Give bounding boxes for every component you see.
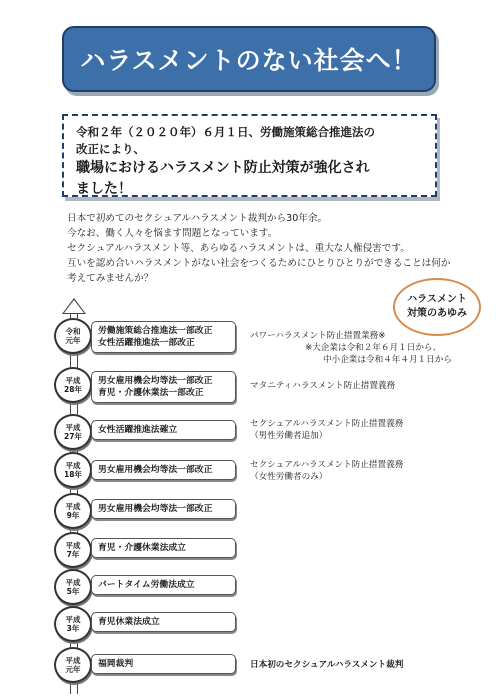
era-badge-heisei-18 [54, 452, 92, 488]
era-year: 3年 [66, 624, 80, 633]
notice-line-2: 改正により、 [76, 142, 145, 156]
law-label: 労働施策総合推進法一部改正 [98, 326, 213, 336]
law-label: 福岡裁判 [98, 659, 134, 669]
law-box [91, 460, 236, 480]
era-name: 平成 [65, 502, 81, 511]
history-badge-line-2: 対策のあゆみ [407, 308, 467, 319]
law-label: 男女雇用機会均等法一部改正 [98, 465, 213, 475]
notice-box [62, 114, 437, 197]
era-badge-heisei-5 [54, 569, 92, 605]
law-label: 男女雇用機会均等法一部改正 [98, 504, 213, 514]
law-box [91, 321, 236, 353]
era-badge-heisei-9 [54, 493, 92, 529]
description-line: マタニティハラスメント防止措置義務 [250, 381, 396, 391]
era-year: 7年 [66, 550, 80, 559]
era-year: 元年 [65, 665, 81, 674]
era-badge-heisei-3 [54, 606, 92, 642]
era-year: 28年 [64, 385, 82, 394]
intro-line: セクシュアルハラスメント等、あらゆるハラスメントは、重大な人権侵害です。 [67, 243, 410, 254]
history-badge [393, 278, 481, 336]
era-name: 平成 [65, 423, 81, 432]
intro-line: 考えてみませんか？ [67, 273, 154, 284]
law-label: 女性活躍推進法一部改正 [98, 338, 195, 348]
description-line: セクシュアルハラスメント防止措置義務 [250, 460, 404, 470]
era-year: 5年 [66, 587, 80, 596]
law-description [250, 380, 395, 392]
description-line: 中小企業は令和４年４月１日から [323, 355, 452, 365]
era-badge-heisei-27 [54, 414, 92, 450]
law-label: 育児・介護休業法成立 [98, 543, 186, 553]
description-line: パワーハラスメント防止措置業務※ [250, 331, 386, 341]
era-badge-heisei-28 [54, 367, 92, 403]
intro-text [67, 211, 467, 286]
law-label: 育児・介護休業法一部改正 [98, 388, 204, 398]
description-line: 日本初のセクシュアルハラスメント裁判 [250, 660, 404, 670]
timeline-arrow-up-icon [62, 298, 86, 314]
era-name: 平成 [65, 376, 81, 385]
era-badge-heisei-1 [54, 647, 92, 683]
era-year: 元年 [65, 336, 81, 345]
era-badge-heisei-7 [54, 532, 92, 568]
law-label: パートタイム労働法成立 [98, 580, 195, 590]
era-name: 令和 [65, 327, 81, 336]
notice-line-4: ました！ [76, 181, 132, 197]
era-name: 平成 [65, 461, 81, 470]
era-year: 18年 [64, 470, 82, 479]
description-line: （女性労働者のみ） [250, 472, 328, 482]
law-box [91, 538, 236, 558]
law-label: 男女雇用機会均等法一部改正 [98, 376, 213, 386]
era-name: 平成 [65, 578, 81, 587]
era-name: 平成 [65, 656, 81, 665]
era-name: 平成 [65, 615, 81, 624]
law-box [91, 612, 236, 632]
law-description [250, 659, 403, 671]
notice-line-3: 職場におけるハラスメント防止対策が強化され [76, 160, 370, 176]
law-description [250, 459, 403, 483]
description-line: セクシュアルハラスメント防止措置義務 [250, 419, 404, 429]
law-description [250, 418, 403, 442]
law-label: 育児休業法成立 [98, 617, 160, 627]
intro-line: 今なお、働く人々を悩ます問題となっています。 [67, 228, 278, 239]
law-box [91, 420, 236, 440]
history-badge-line-1: ハラスメント [407, 294, 467, 305]
law-box [91, 371, 236, 403]
page-title: ハラスメントのない社会へ！ [80, 46, 418, 75]
law-box [91, 499, 236, 519]
notice-line-1: 令和２年（２０２０年）６月１日、労働施策総合推進法の [76, 125, 375, 139]
era-year: 27年 [64, 432, 82, 441]
intro-line: 日本で初めてのセクシュアルハラスメント裁判から30年余。 [67, 213, 328, 224]
title-banner [62, 26, 436, 92]
intro-line: 互いを認め合いハラスメントがない社会をつくるためにひとりひとりができることは何か [67, 258, 451, 269]
law-description [250, 330, 452, 366]
law-box [91, 575, 236, 595]
law-box [91, 654, 236, 674]
era-name: 平成 [65, 541, 81, 550]
description-line: （男性労働者追加） [250, 431, 328, 441]
description-line: ※大企業は令和２年６月１日から、 [305, 343, 442, 353]
era-badge-reiwa-1 [54, 318, 92, 354]
era-year: 9年 [66, 511, 80, 520]
law-label: 女性活躍推進法確立 [98, 425, 178, 435]
